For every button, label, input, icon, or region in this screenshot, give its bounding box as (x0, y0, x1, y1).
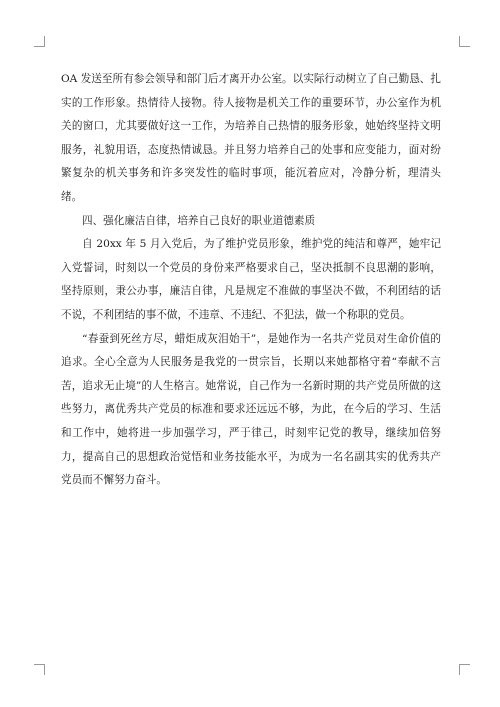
page-corner-mark-bottom-right (459, 664, 470, 675)
page-corner-mark-top-right (459, 36, 470, 47)
page-corner-mark-bottom-left (34, 664, 45, 675)
paragraph-party-member: 自 20xx 年 5 月入党后，为了维护党员形象，维护党的纯洁和尊严，她牢记入党誓词，时刻以一个党员的身份来严格要求自己，坚决抵制不良思潮的影响，坚持原则，秉公办事，廉洁自律，凡是规定不准做的事坚决不做，不利团结的话不说，不利团结的事不做，不违章、不违纪、不犯法，做一个称职的党员。 (61, 238, 441, 321)
paragraph-dedication: “春蚕到死丝方尽，蜡炬成灰泪始干”，是她作为一名共产党员对生命价值的追求。全心全意为人民服务是我党的一贯宗旨，长期以来她都格守着“奉献不言苦，追求无止境”的人生格言。她常说，自己作为一名新时期的共产党员所做的这些努力，离优秀共产党员的标准和要求还远远不够，为此，在今后的学习、生活和工作中，她将进一步加强学习，严于律己，时刻牢记党的教导，继续加倍努力，提高自己的思想政治觉悟和业务技能水平，为成为一名名副其实的优秀共产党员而不懈努力奋斗。 (61, 332, 441, 487)
paragraph-office-work: OA 发送至所有参会领导和部门后才离开办公室。以实际行动树立了自己勤恳、扎实的工作形象。热情待人接物。待人接物是机关工作的重要环节，办公室作为机关的窗口，尤其要做好这一工作，为培养自己热情的服务形象，她始终坚持文明服务，礼貌用语，态度热情诚恳。并且努力培养自己的处事和应变能力，面对纷繁复杂的机关事务和许多突发性的临时事项，能沉着应对，冷静分析，理清头绪。 (61, 73, 441, 203)
section-heading-integrity: 四、强化廉洁自律，培养自己良好的职业道德素质 (82, 214, 316, 227)
document-body (61, 68, 441, 493)
page-corner-mark-top-left (34, 36, 45, 47)
